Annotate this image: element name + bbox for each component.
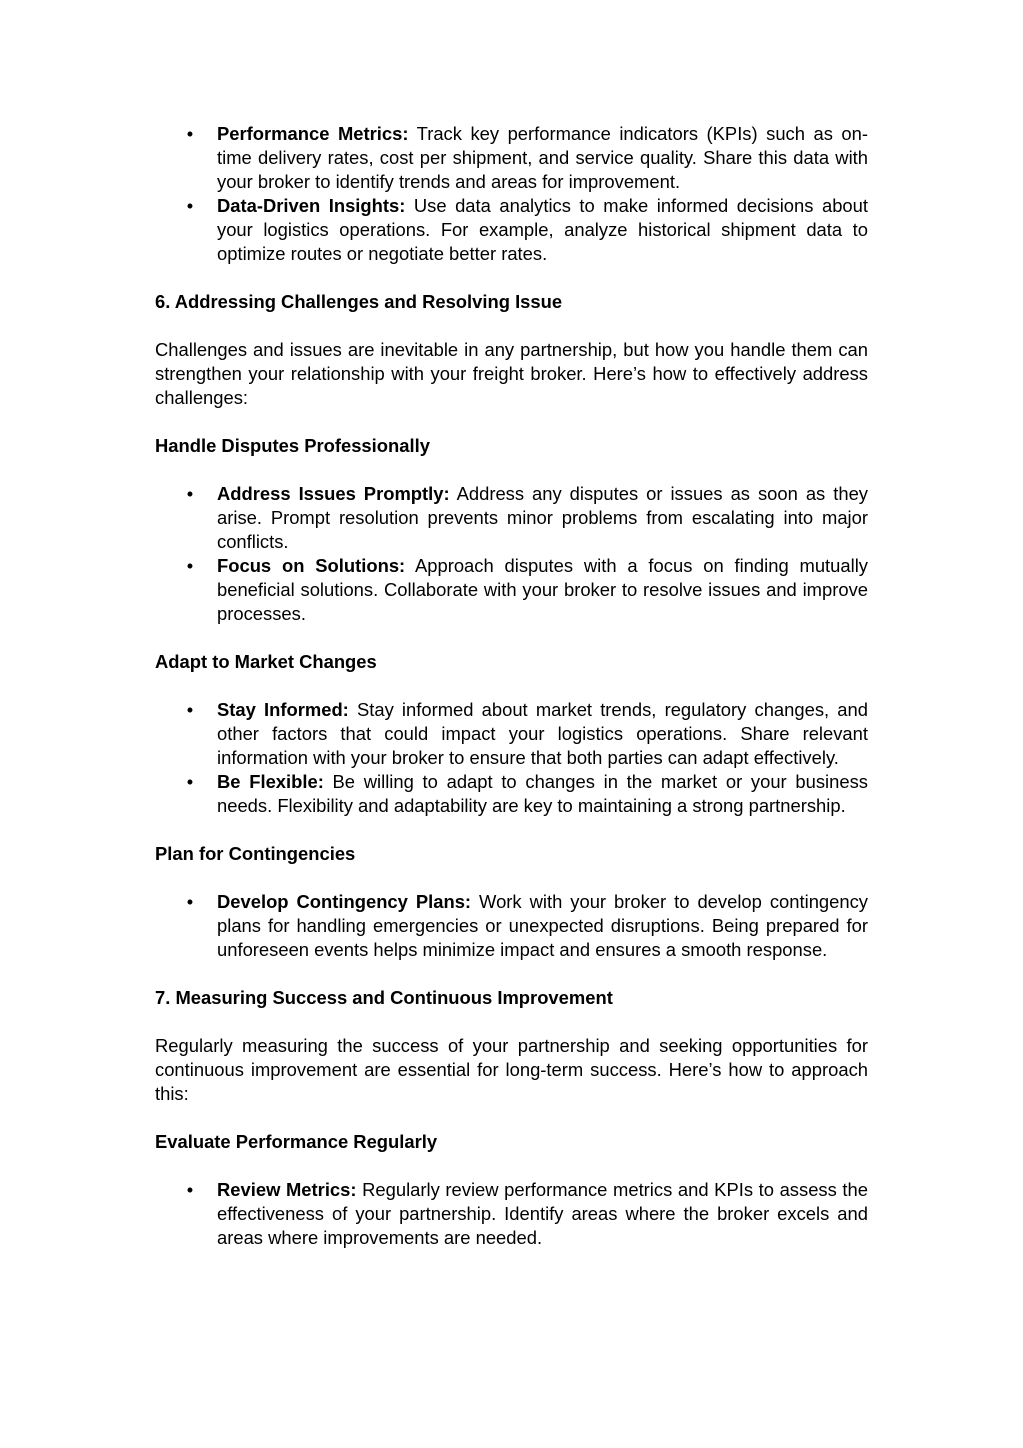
item-lead: Review Metrics: — [217, 1179, 357, 1200]
bullet-icon: • — [186, 555, 194, 576]
item-text: Approach disputes with a focus on finding mutually beneficial solutions. Collaborate with your broker to resolve issues and improve processes. — [217, 555, 868, 624]
bullet-icon: • — [186, 123, 194, 144]
item-text: Regularly review performance metrics and KPIs to assess the effectiveness of your partnership. Identify areas where the broker excels and areas where improvements are needed. — [217, 1179, 868, 1248]
item-text: Stay informed about market trends, regulatory changes, and other factors that could impact your logistics operations. Share relevant information with your broker to ensure that both parties can adapt effectively. — [217, 699, 868, 768]
list-item — [155, 770, 868, 818]
item-lead: Address Issues Promptly: — [217, 483, 450, 504]
bullet-icon: • — [186, 483, 194, 504]
bullet-icon: • — [186, 195, 194, 216]
section-6-heading: 6. Addressing Challenges and Resolving Issue — [155, 291, 563, 312]
list-item — [155, 122, 868, 194]
bullet-icon: • — [186, 1179, 194, 1200]
contingency-list — [155, 890, 868, 962]
item-text: Be willing to adapt to changes in the market or your business needs. Flexibility and adaptability are key to maintaining a strong partnership. — [217, 771, 868, 816]
item-lead: Develop Contingency Plans: — [217, 891, 472, 912]
item-lead: Focus on Solutions: — [217, 555, 406, 576]
disputes-list — [155, 482, 868, 626]
list-item — [155, 482, 868, 554]
section-7-intro: Regularly measuring the success of your partnership and seeking opportunities for continuous improvement are essential for long-term success. Here’s how to approach this: — [155, 1035, 868, 1104]
item-text: Address any disputes or issues as soon as they arise. Prompt resolution prevents minor problems from escalating into major conflicts. — [217, 483, 868, 552]
list-item — [155, 554, 868, 626]
item-text: Track key performance indicators (KPIs) such as on-time delivery rates, cost per shipment, and service quality. Share this data with your broker to identify trends and areas for improvement. — [217, 123, 868, 192]
section-7-heading: 7. Measuring Success and Continuous Improvement — [155, 987, 613, 1008]
bullet-icon: • — [186, 771, 194, 792]
item-text: Use data analytics to make informed decisions about your logistics operations. For example, analyze historical shipment data to optimize routes or negotiate better rates. — [217, 195, 868, 264]
section-6-intro: Challenges and issues are inevitable in any partnership, but how you handle them can strengthen your relationship with your freight broker. Here’s how to effectively address challenges: — [155, 339, 868, 408]
list-item — [155, 194, 868, 266]
item-text: Work with your broker to develop contingency plans for handling emergencies or unexpected disruptions. Being prepared for unforeseen events helps minimize impact and ensures a smooth response. — [217, 891, 868, 960]
item-lead: Data-Driven Insights: — [217, 195, 406, 216]
market-heading: Adapt to Market Changes — [155, 651, 377, 672]
bullet-icon: • — [186, 891, 194, 912]
bullet-icon: • — [186, 699, 194, 720]
list-item — [155, 890, 868, 962]
market-list — [155, 698, 868, 818]
item-lead: Stay Informed: — [217, 699, 349, 720]
list-item — [155, 1178, 868, 1250]
list-item — [155, 698, 868, 770]
item-lead: Performance Metrics: — [217, 123, 409, 144]
item-lead: Be Flexible: — [217, 771, 324, 792]
disputes-heading: Handle Disputes Professionally — [155, 435, 430, 456]
evaluate-list — [155, 1178, 868, 1250]
metrics-list — [155, 122, 868, 266]
evaluate-heading: Evaluate Performance Regularly — [155, 1131, 438, 1152]
contingency-heading: Plan for Contingencies — [155, 843, 356, 864]
document-page — [155, 122, 868, 1250]
